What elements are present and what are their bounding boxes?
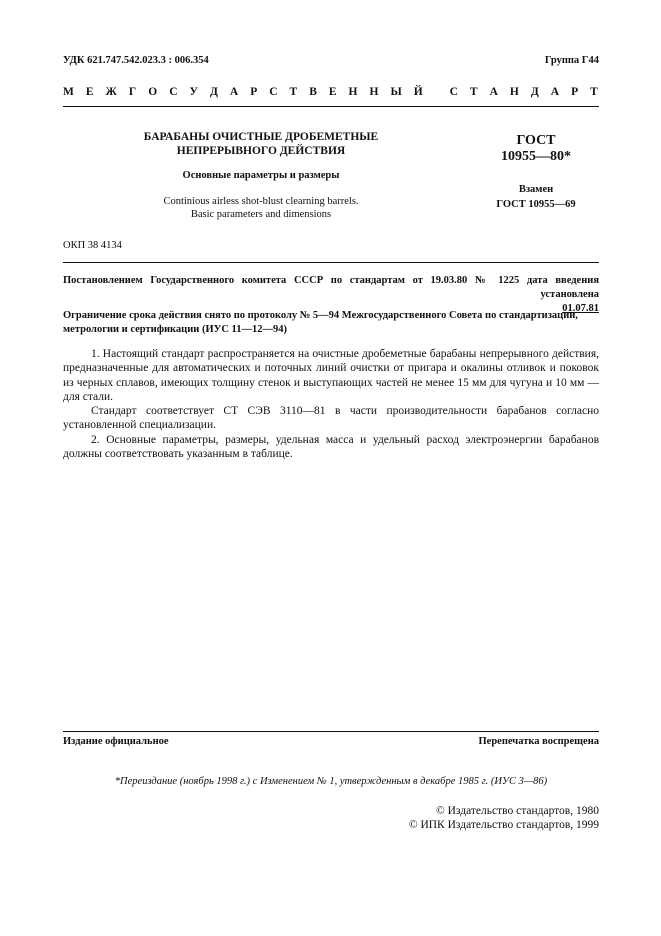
okp-rule: [63, 262, 599, 263]
paragraph-1: 1. Настоящий стандарт распространяется на очистные дробеметные барабаны непрерывного действия, предназначенные для автоматических и поточных линий очистки от пригара и окалины отливок и поковок из черных сплавов, имеющих толщину стенок и выступающих частей не менее 15 мм для чугуна и 10 мм — для стали.: [63, 348, 599, 403]
udk-code: УДК 621.747.542.023.3 : 006.354: [63, 55, 209, 66]
body-text: [63, 347, 599, 461]
heading-letter: Д: [209, 86, 218, 98]
heading-letter: Т: [289, 86, 298, 98]
replaces-label: Взамен: [518, 184, 554, 195]
copyright-line-1: © Издательство стандартов, 1980: [435, 805, 599, 817]
heading-letter: Т: [590, 86, 598, 98]
replaces-block: [476, 182, 596, 212]
heading-letter: Р: [571, 86, 579, 98]
header-rule: [63, 106, 599, 107]
heading-letter: Е: [328, 86, 337, 98]
paragraph-2: Стандарт соответствует СТ СЭВ 3110—81 в части производительности барабанов согласно установленной специализации.: [63, 405, 599, 432]
heading-letter: С: [269, 86, 278, 98]
heading-letter: О: [148, 86, 158, 98]
document-subtitle: Основные параметры и размеры: [182, 170, 340, 181]
reprint-prohibited-label: Перепечатка воспрещена: [478, 736, 599, 747]
gost-label: ГОСТ: [516, 133, 556, 148]
decree-text: Постановлением Государственного комитета СССР по стандартам от 19.03.80 № 1225 дата введения установлена: [63, 275, 599, 300]
heading-letter: Д: [530, 86, 539, 98]
copyright-line-2: © ИПК Издательство стандартов, 1999: [408, 819, 599, 831]
heading-letter: Й: [413, 86, 423, 98]
english-title-line-2: Basic parameters and dimensions: [190, 209, 332, 220]
english-title-line-1: Continious airless shot-blust clearning barrels.: [163, 196, 359, 207]
copyright-block: [409, 804, 599, 832]
heading-letter: Ы: [390, 86, 402, 98]
heading-letter: М: [63, 86, 74, 98]
group-code: Группа Г44: [544, 55, 599, 66]
okp-code: ОКП 38 4134: [63, 240, 122, 251]
footer-rule: [63, 731, 599, 732]
heading-letter: Р: [250, 86, 258, 98]
heading-letter: Н: [369, 86, 379, 98]
heading-letter: С: [169, 86, 178, 98]
standard-type-heading: [63, 86, 598, 98]
document-title: [125, 130, 397, 158]
limitation-paragraph: Ограничение срока действия снято по протоколу № 5—94 Межгосударственного Совета по стандартизации, метрологии и сертификации (ИУС 11—12—94): [63, 310, 578, 335]
gost-number: 10955—80*: [501, 149, 571, 164]
title-line-2: НЕПРЕРЫВНОГО ДЕЙСТВИЯ: [176, 145, 346, 157]
heading-letter: С: [449, 86, 458, 98]
heading-letter: У: [189, 86, 198, 98]
heading-letter: Е: [85, 86, 94, 98]
reissue-note: *Переиздание (ноябрь 1998 г.) с Изменением № 1, утвержденным в декабре 1985 г. (ИУС 3—86): [114, 776, 548, 787]
gost-designation: [476, 133, 596, 165]
heading-letter: Т: [469, 86, 478, 98]
paragraph-3: 2. Основные параметры, размеры, удельная масса и удельный расход электроэнергии барабанов должны соответствовать указанным в таблице.: [63, 433, 599, 461]
heading-letter: Г: [128, 86, 137, 98]
official-edition-label: Издание официальное: [63, 736, 169, 747]
replaces-number: ГОСТ 10955—69: [496, 199, 576, 210]
heading-letter: Н: [348, 86, 358, 98]
heading-letter: А: [550, 86, 560, 98]
heading-letter: А: [229, 86, 239, 98]
decree-date: 01.07.81: [562, 303, 599, 314]
heading-letter: [435, 86, 438, 98]
title-line-1: БАРАБАНЫ ОЧИСТНЫЕ ДРОБЕМЕТНЫЕ: [143, 131, 379, 143]
heading-letter: Н: [509, 86, 519, 98]
english-title: [125, 195, 397, 221]
heading-letter: А: [489, 86, 498, 98]
heading-letter: В: [309, 86, 317, 98]
heading-letter: Ж: [105, 86, 117, 98]
